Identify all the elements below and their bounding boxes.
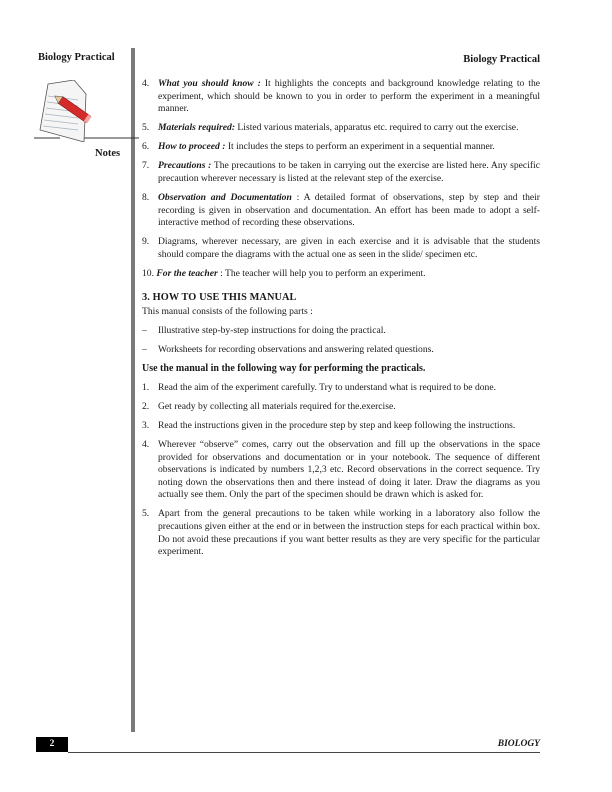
list-item: 2. Get ready by collecting all materials required for the.exercise.	[142, 400, 396, 412]
list-item: 5. Apart from the general precautions to be taken while working in a laboratory also follow the precautions given either at the end or in between the instruction steps for each practical within box. Do not avoid these precautions if you want better results as they are very specific for the particular experiment.	[142, 508, 540, 558]
parts-list	[142, 325, 540, 357]
list-item: 5. Materials required: Listed various materials, apparatus etc. required to carry out the exercise.	[142, 122, 519, 134]
footer-rule	[68, 752, 540, 753]
section-intro: This manual consists of the following parts :	[142, 306, 313, 318]
list-item: – Illustrative step-by-step instructions for doing the practical.	[142, 324, 386, 336]
page-number: 2	[36, 737, 68, 752]
section-heading: 3. HOW TO USE THIS MANUAL	[142, 291, 297, 303]
usage-steps-list	[142, 382, 540, 559]
list-item: 4. What you should know : It highlights the concepts and background knowledge relating to the experiment, which should be known to you in order to perform the experiment in a meaningful manner.	[142, 78, 541, 115]
main-content	[142, 78, 540, 565]
notes-label: Notes	[95, 148, 121, 159]
list-item: 4. Wherever “observe” comes, carry out the observation and fill up the observations in the space provided for observations and documentation or in your notebook. The sequence of different observations is indicated by numbers 1,2,3 etc. Record observations in the correct sequence. Try noting down the observations then and there instead of doing it later. Draw the diagrams as you actually see them. Only the part of the specimen should be drawn which is asked for.	[142, 438, 540, 501]
usage-subheading: Use the manual in the following way for performing the practicals.	[142, 363, 426, 375]
list-item: – Worksheets for recording observations and answering related questions.	[142, 344, 434, 355]
notepad-pencil-icon	[34, 80, 139, 142]
running-header: Biology Practical	[463, 54, 540, 65]
list-item: 8. Observation and Documentation : A detailed format of observations, step by step and their recording is given in observation and documentation. An effort has been made to adopt a self-interactive method of recording these observations.	[142, 192, 540, 229]
margin-divider-bar	[131, 48, 135, 732]
manual-components-list	[142, 78, 540, 281]
footer-subject: BIOLOGY	[497, 739, 540, 749]
list-item: 10. For the teacher : The teacher will help you to perform an experiment.	[142, 268, 426, 280]
list-item: 7. Precautions : The precautions to be taken in carrying out the exercise are listed here. Any specific precaution wherever necessary is listed at the relevant step of the exercise.	[142, 160, 540, 185]
margin-title: Biology Practical	[38, 52, 115, 63]
list-item: 9. Diagrams, wherever necessary, are given in each exercise and it is advisable that the students should compare the diagrams with the actual one as seen in the slide/ specimen etc.	[142, 236, 540, 261]
list-item: 6. How to proceed : It includes the steps to perform an experiment in a sequential manner.	[142, 141, 495, 153]
list-item: 1. Read the aim of the experiment carefully. Try to understand what is required to be done.	[142, 381, 496, 393]
list-item: 3. Read the instructions given in the procedure step by step and keep following the instructions.	[142, 419, 516, 431]
